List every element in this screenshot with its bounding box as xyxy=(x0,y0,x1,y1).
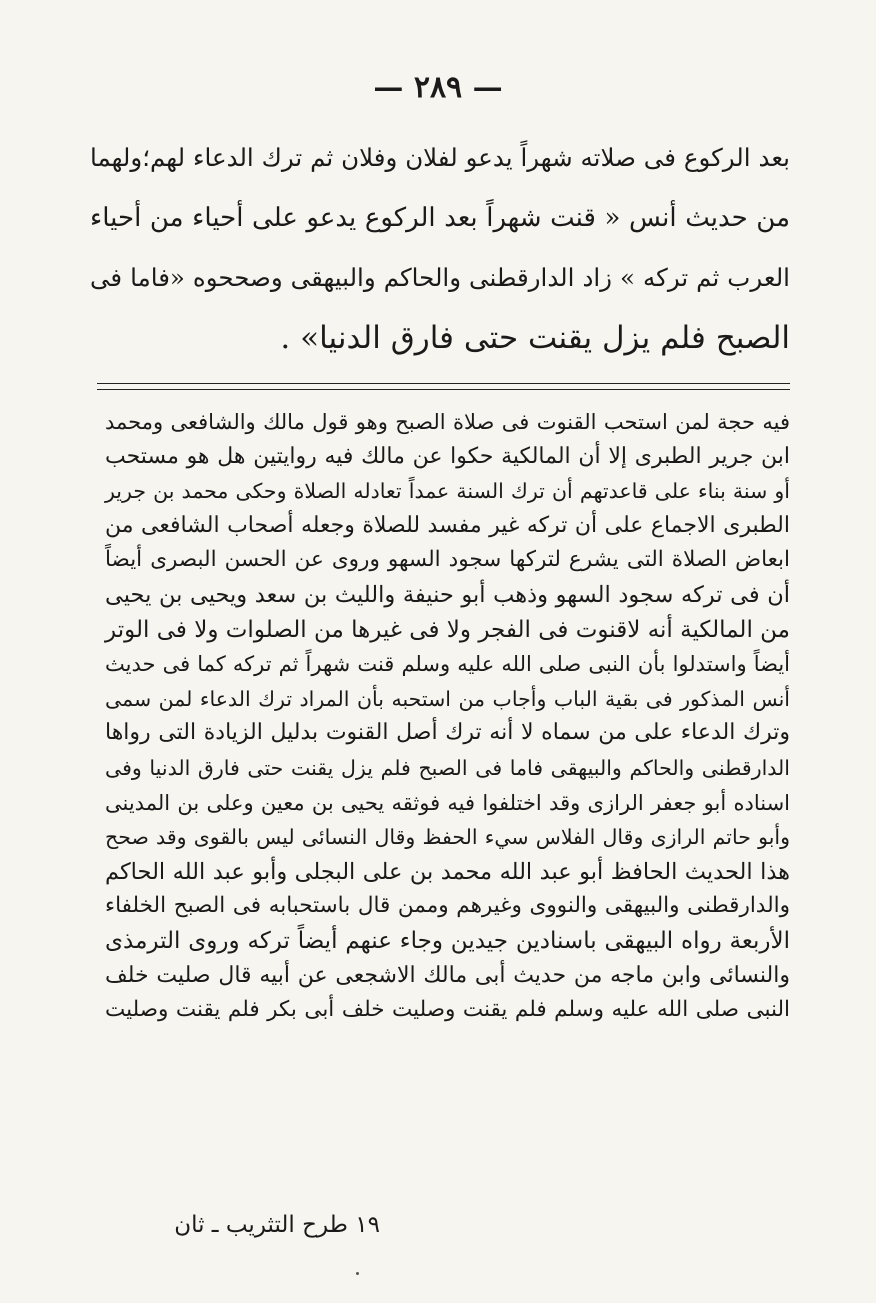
main-hadith-text xyxy=(90,128,790,368)
commentary-line: ابن جرير الطبرى إلا أن المالكية حكوا عن مالك فيه روايتين هل هو مستحب xyxy=(105,443,790,469)
commentary-line: الأربعة رواه البيهقى باسنادين جيدين وجاء عنهم أيضاً تركه وروى الترمذى xyxy=(105,927,790,954)
commentary-line: والدارقطنى والبيهقى والنووى وغيرهم وممن قال باستحبابه فى الصبح الخلفاء xyxy=(105,893,790,919)
commentary-line: اسناده أبو جعفر الرازى وقد اختلفوا فيه فوثقه يحيى بن معين وعلى بن المدينى xyxy=(105,790,790,815)
commentary-line: النبى صلى الله عليه وسلم فلم يقنت وصليت خلف أبى بكر فلم يقنت وصليت xyxy=(105,997,790,1023)
divider-rule-bottom xyxy=(97,389,790,390)
commentary-text xyxy=(105,405,790,1028)
commentary-line: وترك الدعاء على من سماه لا أنه ترك أصل القنوت بدليل الزيادة التى رواها xyxy=(105,720,790,746)
divider-rule-top xyxy=(97,383,790,384)
commentary-line: الدارقطنى والحاكم والبيهقى فاما فى الصبح فلم يزل يقنت حتى فارق الدنيا وفى xyxy=(105,755,790,780)
commentary-line: هذا الحديث الحافظ أبو عبد الله محمد بن على البجلى وأبو عبد الله الحاكم xyxy=(105,858,790,885)
commentary-line: أنس المذكور فى بقية الباب وأجاب من استحبه بأن المراد ترك الدعاء لمن سمى xyxy=(105,686,790,711)
page-speck xyxy=(356,1272,359,1275)
page-number: — ٢٨٩ — xyxy=(373,70,503,105)
signature-footer: ١٩ طرح التثريب ـ ثان xyxy=(174,1212,380,1238)
commentary-line: فيه حجة لمن استحب القنوت فى صلاة الصبح وهو قول مالك والشافعى ومحمد xyxy=(105,410,790,434)
commentary-line: وأبو حاتم الرازى وقال الفلاس سيء الحفظ وقال النسائى ليس بالقوى وقد صحح xyxy=(105,825,790,850)
commentary-line: الطبرى الاجماع على أن تركه غير مفسد للصلاة وجعله أصحاب الشافعى من xyxy=(105,512,790,538)
main-text-line: الصبح فلم يزل يقنت حتى فارق الدنيا» . xyxy=(280,320,790,356)
commentary-line: من المالكية أنه لاقنوت فى الفجر ولا فى غيرها من الصلوات ولا فى الوتر xyxy=(105,616,790,643)
main-text-line: العرب ثم تركه » زاد الدارقطنى والحاكم والبيهقى وصححوه «فاما فى xyxy=(90,263,790,292)
main-text-line: بعد الركوع فى صلاته شهراً يدعو لفلان وفلان ثم ترك الدعاء لهم؛ولهما xyxy=(90,143,790,172)
main-text-line: من حديث أنس « قنت شهراً بعد الركوع يدعو على أحياء من أحياء xyxy=(90,203,790,233)
commentary-line: أو سنة بناء على قاعدتهم أن ترك السنة عمداً تعادله الصلاة وحكى محمد بن جرير xyxy=(105,479,790,504)
commentary-line: والنسائى وابن ماجه من حديث أبى مالك الاشجعى عن أبيه قال صليت خلف xyxy=(105,962,790,988)
commentary-line: أن فى تركه سجود السهو وذهب أبو حنيفة والليث بن سعد ويحيى بن يحيى xyxy=(105,581,790,608)
commentary-line: أيضاً واستدلوا بأن النبى صلى الله عليه وسلم قنت شهراً ثم تركه كما فى حديث xyxy=(105,652,790,677)
commentary-line: ابعاض الصلاة التى يشرع لتركها سجود السهو وروى عن الحسن البصرى أيضاً xyxy=(105,547,790,573)
